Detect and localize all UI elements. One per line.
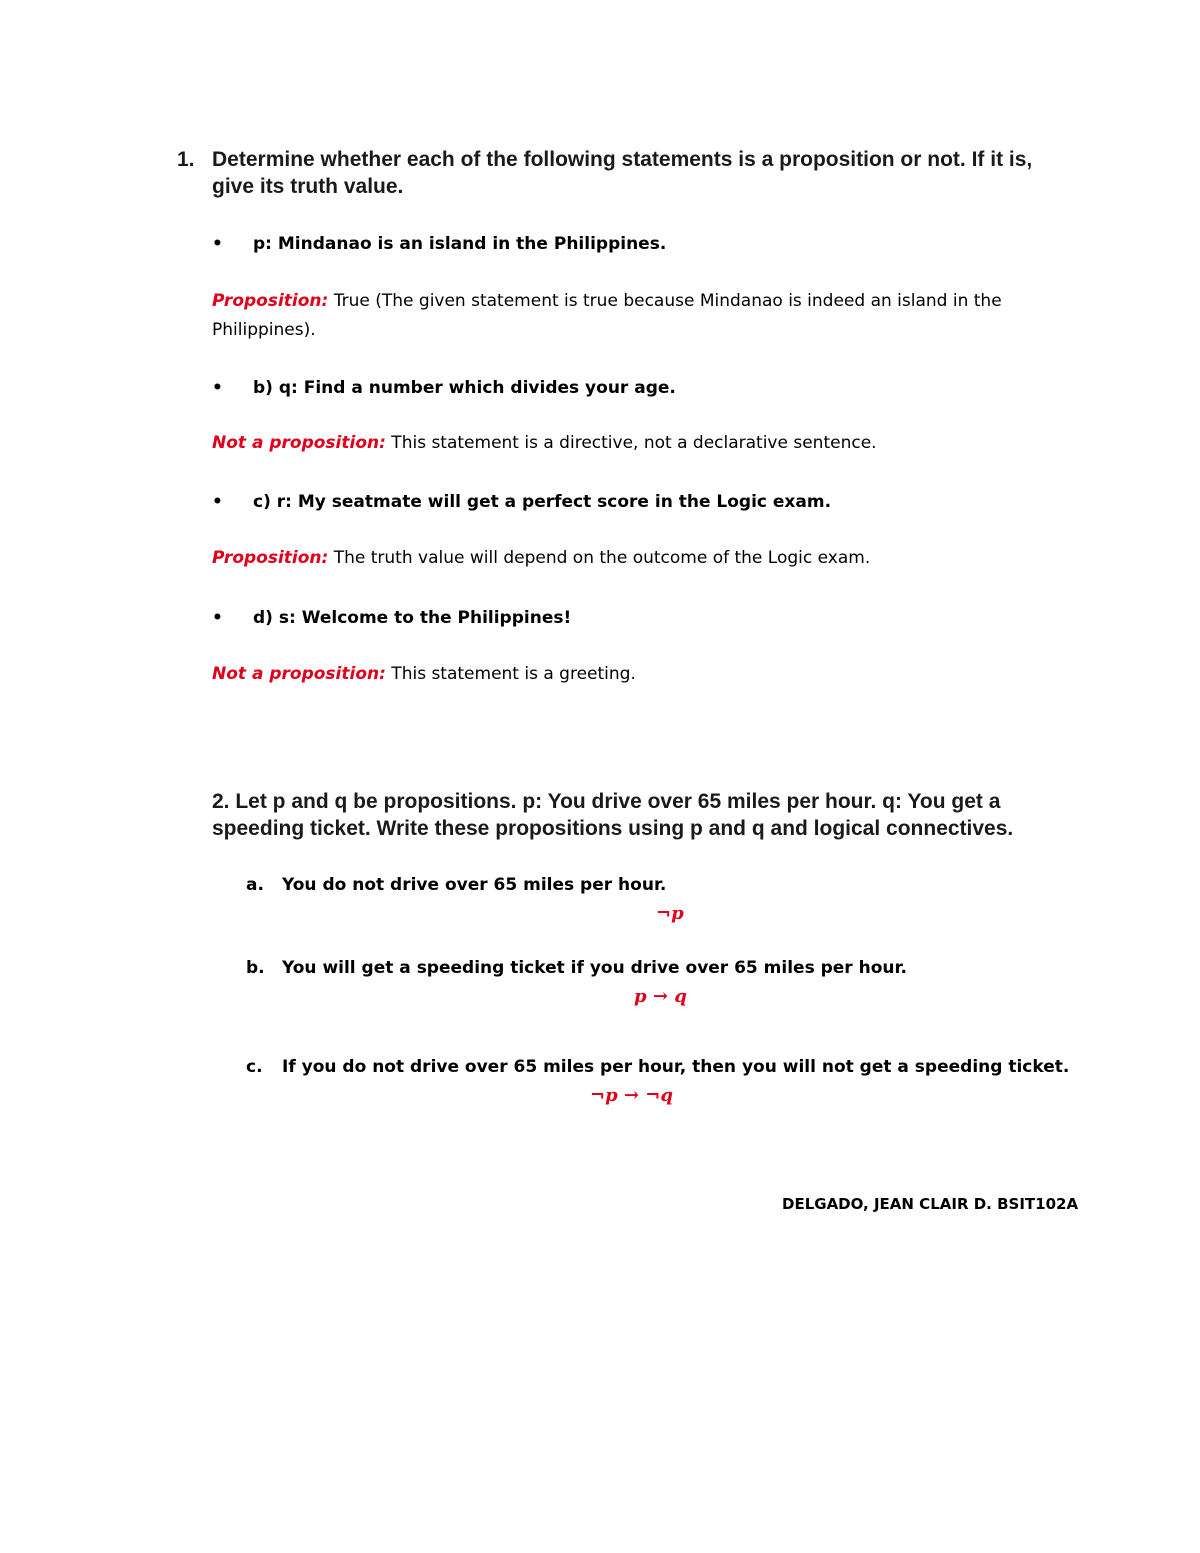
answer-s-text: This statement is a greeting. — [385, 664, 636, 684]
bullet-icon: • — [212, 492, 223, 512]
bullet-icon: • — [212, 234, 223, 254]
statement-q-text: b) q: Find a number which divides your age. — [253, 378, 676, 398]
bullet-icon: • — [212, 608, 223, 628]
formula-c: ¬p → ¬q — [590, 1085, 673, 1106]
author-signature: DELGADO, JEAN CLAIR D. BSIT102A — [782, 1195, 1079, 1213]
item-a-letter: a. — [246, 875, 264, 895]
item-a-text: You do not drive over 65 miles per hour. — [282, 875, 667, 895]
bullet-icon: • — [212, 378, 223, 398]
answer-s — [212, 660, 1032, 689]
item-b-letter: b. — [246, 958, 265, 978]
item-c-letter: c. — [246, 1057, 263, 1077]
formula-a: ¬p — [656, 903, 684, 924]
question-1-text: Determine whether each of the following statements is a proposition or not. If it is, give its truth value. — [212, 148, 1033, 198]
answer-p — [212, 287, 1032, 345]
answer-q-text: This statement is a directive, not a declarative sentence. — [385, 433, 877, 453]
answer-r-text: The truth value will depend on the outcome of the Logic exam. — [328, 548, 871, 568]
question-1-number: 1. — [177, 148, 195, 171]
statement-p-text: p: Mindanao is an island in the Philippines. — [253, 234, 667, 254]
answer-p-tag: Proposition: — [212, 291, 329, 311]
statement-s-text: d) s: Welcome to the Philippines! — [253, 608, 572, 628]
item-b-text: You will get a speeding ticket if you drive over 65 miles per hour. — [282, 958, 907, 978]
answer-q — [212, 429, 1032, 458]
answer-s-tag: Not a proposition: — [212, 664, 386, 684]
statement-r-text: c) r: My seatmate will get a perfect score in the Logic exam. — [253, 492, 832, 512]
item-c-text: If you do not drive over 65 miles per hour, then you will not get a speeding ticket. — [282, 1057, 1070, 1077]
formula-b: p → q — [634, 986, 687, 1007]
answer-r — [212, 544, 1032, 573]
answer-q-tag: Not a proposition: — [212, 433, 386, 453]
answer-p-text: True (The given statement is true because Mindanao is indeed an island in the Philippines). — [212, 291, 1002, 340]
question-2-heading: 2. Let p and q be propositions. p: You drive over 65 miles per hour. q: You get a speeding ticket. Write these propositions using p and q and logical connectives. — [212, 790, 1014, 840]
answer-r-tag: Proposition: — [212, 548, 329, 568]
